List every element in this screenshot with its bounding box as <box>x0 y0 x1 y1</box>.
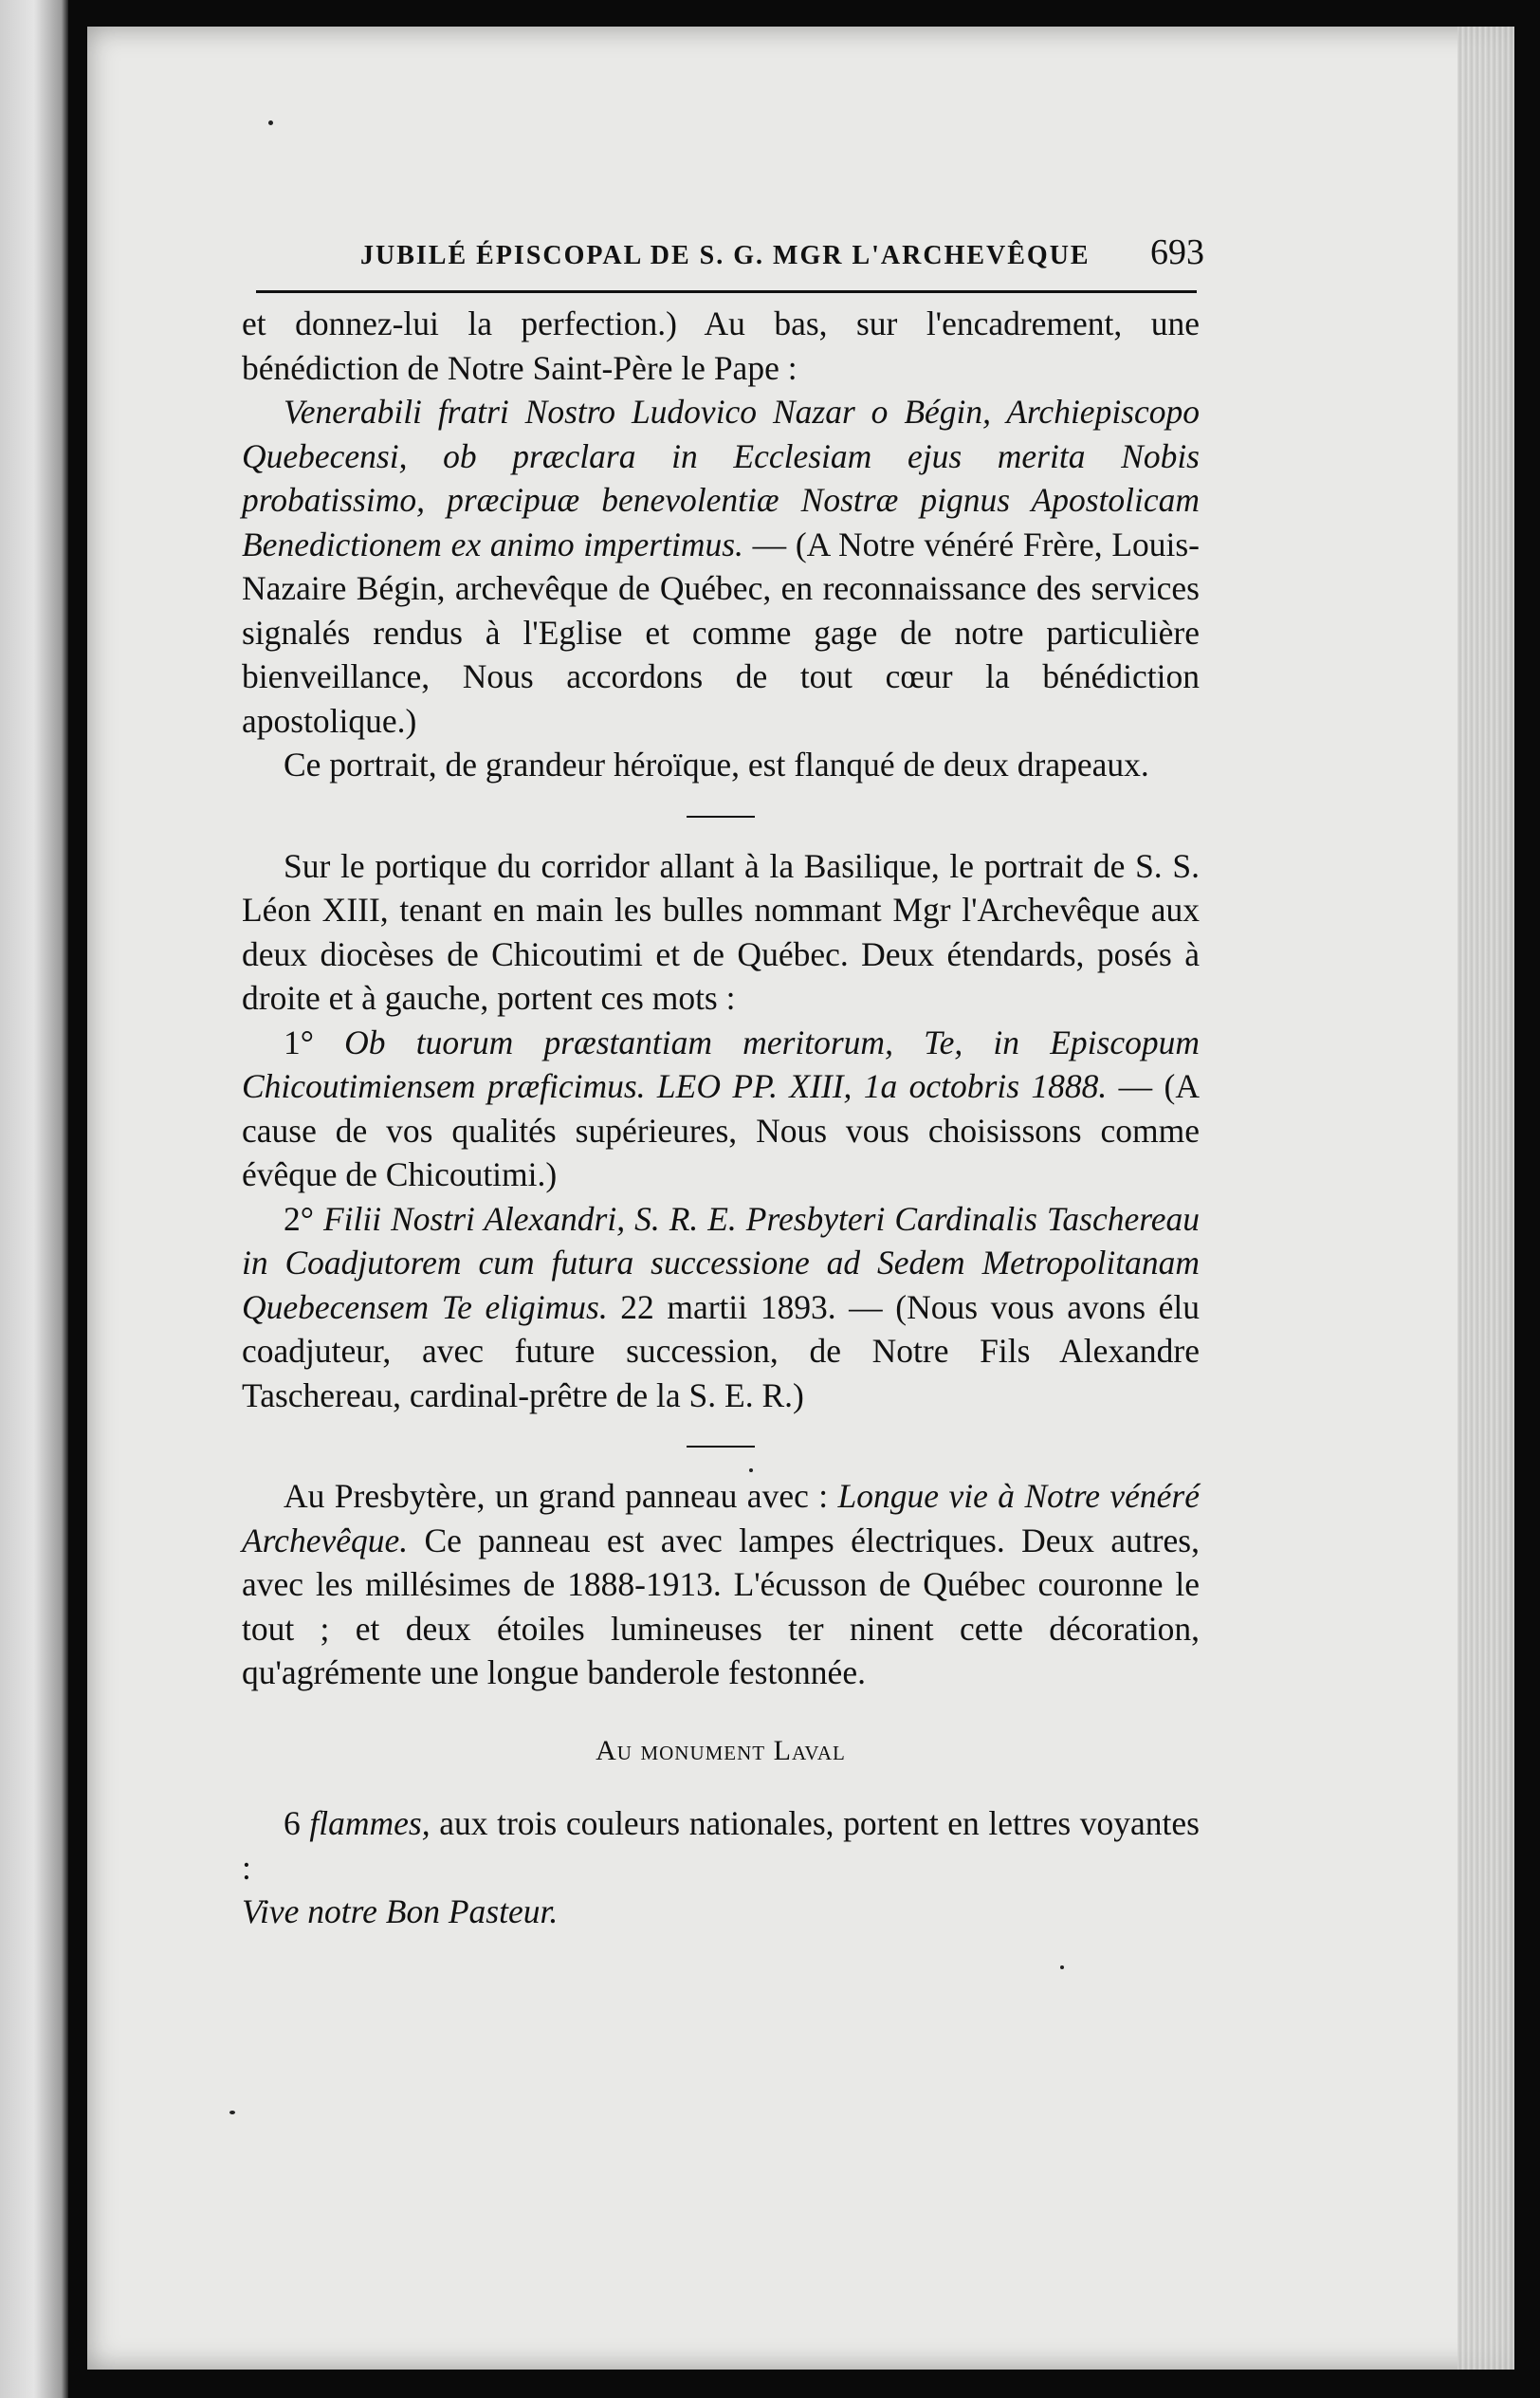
print-speck <box>229 2111 235 2114</box>
paragraph-inscription-1 <box>242 1021 1200 1197</box>
print-speck <box>268 120 273 125</box>
paragraph-blessing <box>242 390 1200 743</box>
item-number: 2° <box>284 1199 314 1238</box>
paragraph-text: Sur le portique du corridor allant à la Basilique, le portrait de S. S. Léon XIII, tenant en main les bulles nommant Mgr l'Archevêque aux deux diocèses de Chicoutimi et de Québec. Deux étendards, posés à droite et à gauche, portent ces mots : <box>242 846 1200 1017</box>
left-page-edge <box>0 0 68 2398</box>
page-header <box>256 220 1204 277</box>
paragraph <box>242 844 1200 1021</box>
latin-blessing: Venerabili fratri Nostro Ludovico Nazar o Bégin, Archiepiscopo Quebecensi, ob præclara in Ecclesiam ejus merita Nobis probatissimo, præcipuæ benevolentiæ Nostræ pignus Apostolicam Benedictionem ex animo impertimus. <box>242 393 1200 563</box>
item-number: 1° <box>284 1023 314 1061</box>
print-speck <box>1060 1965 1064 1969</box>
paragraph-text: Ce panneau est avec lampes électriques. Deux autres, avec les millésimes de 1888-1913. L'écusson de Québec couronne le tout ; et deux étoiles lumineuses ter ninent cette décoration, qu'agrémente une longue banderole festonnée. <box>242 1521 1200 1691</box>
running-head: JUBILÉ ÉPISCOPAL DE S. G. MGR L'ARCHEVÊQUE <box>360 241 1091 270</box>
paragraph-motto <box>242 1890 1200 1934</box>
latin-inscription: Filii Nostri Alexandri, S. R. E. Presbyteri Cardinalis Taschereau in Coadjutorem cum futura successione ad Sedem Metropolitanam Quebecensem Te eligimus. <box>242 1199 1200 1326</box>
section-separator <box>687 816 755 818</box>
page-stack-edge <box>1458 27 1514 2370</box>
page-number: 693 <box>1150 232 1204 272</box>
dash: — <box>742 525 787 563</box>
paragraph-text: et donnez-lui la perfection.) Au bas, sur l'encadrement, une bénédiction de Notre Saint-Père le Pape : <box>242 304 1200 387</box>
header-rule <box>256 290 1197 293</box>
french-translation: — (A cause de vos qualités supérieures, Nous vous choisissons comme évêque de Chicoutimi.) <box>242 1067 1200 1193</box>
section-heading: Au monument Laval <box>596 1734 846 1766</box>
inscription-date: 22 martii 1893. <box>607 1287 836 1326</box>
french-translation: — (Nous vous avons élu coadjuteur, avec future succession, de Notre Fils Alexandre Taschereau, cardinal-prêtre de la S. E. R.) <box>242 1287 1201 1414</box>
paragraph-flammes <box>242 1801 1200 1890</box>
count: 6 <box>284 1804 310 1842</box>
flammes-word: flammes, <box>309 1804 431 1842</box>
print-speck <box>749 1468 753 1472</box>
paragraph-text: Ce portrait, de grandeur héroïque, est flanqué de deux drapeaux. <box>284 746 1149 784</box>
latin-inscription: Ob tuorum præstantiam meritorum, Te, in Episcopum Chicoutimiensem præficimus. LEO PP. XIII, 1a octobris 1888. <box>242 1023 1200 1105</box>
paragraph-text: Au Presbytère, un grand panneau avec : <box>284 1477 838 1515</box>
paragraph-text: aux trois couleurs nationales, portent en lettres voyantes : <box>242 1804 1200 1887</box>
paragraph <box>242 302 1200 390</box>
section-separator <box>687 1446 755 1448</box>
paragraph-inscription-2 <box>242 1197 1200 1418</box>
french-translation: (A Notre vénéré Frère, Louis-Nazaire Bégin, archevêque de Québec, en reconnaissance des services signalés rendus à l'Eglise et comme gage de notre particulière bienveillance, Nous accordons de tout cœur la bénédiction apostolique.) <box>242 525 1200 740</box>
paragraph-presbytere <box>242 1474 1200 1695</box>
page-body <box>242 302 1200 1934</box>
motto-text: Vive notre Bon Pasteur. <box>242 1892 559 1930</box>
banner-text: Longue vie à Notre vénéré Archevêque. <box>242 1477 1201 1559</box>
paragraph <box>242 743 1200 787</box>
